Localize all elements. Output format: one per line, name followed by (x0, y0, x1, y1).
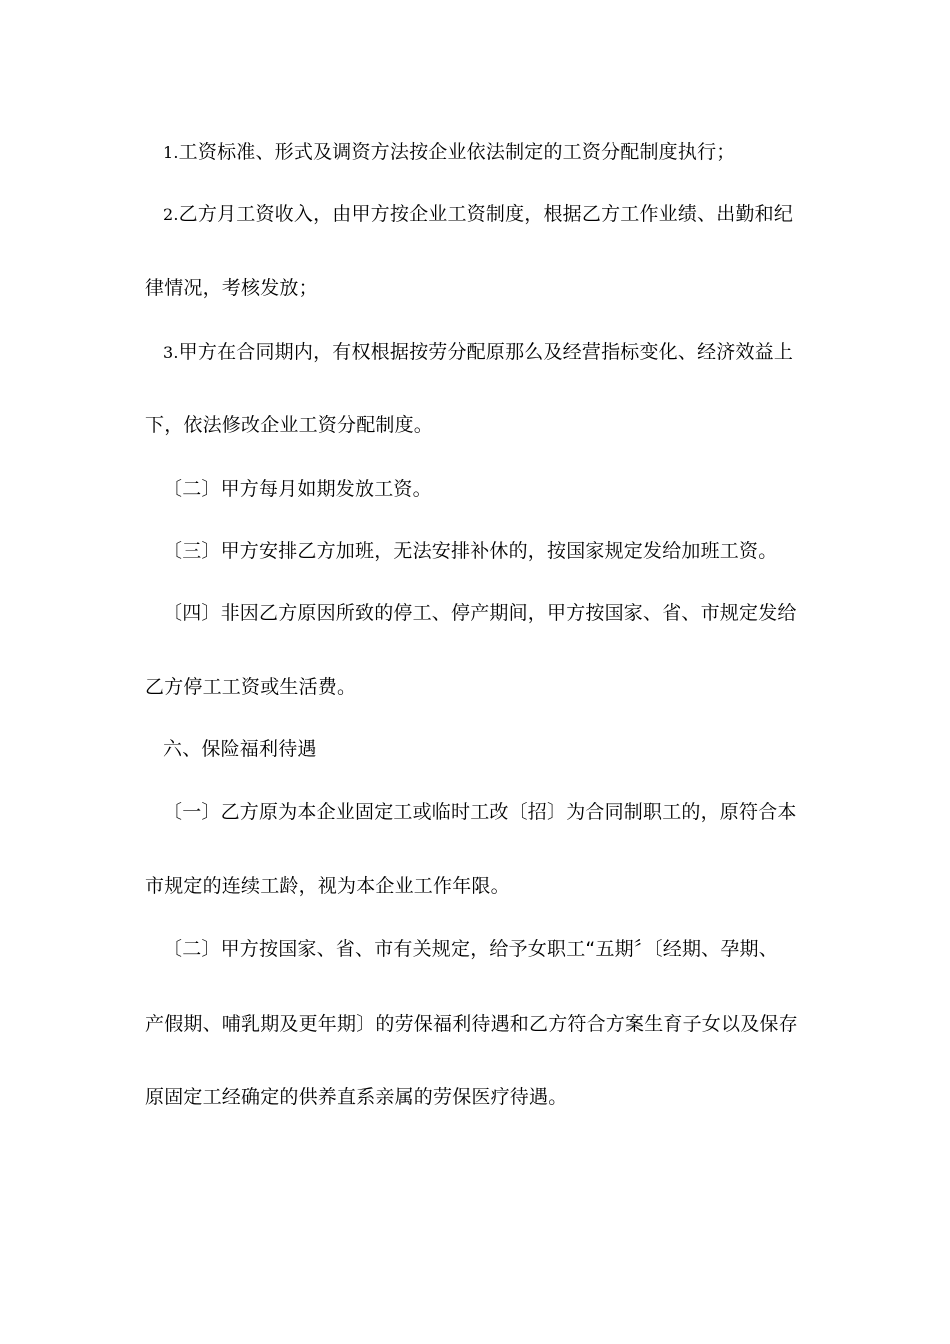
paragraph-line: 〔二〕甲方按国家、省、市有关规定，给予女职工“五期〞〔经期、孕期、 (163, 938, 778, 960)
paragraph-line: 〔三〕甲方安排乙方加班，无法安排补休的，按国家规定发给加班工资。 (163, 540, 778, 562)
paragraph-line: 律情况，考核发放； (145, 277, 318, 299)
section-heading: 六、保险福利待遇 (163, 738, 317, 760)
list-number: 3. (163, 343, 179, 362)
paragraph-line: 原固定工经确定的供养直系亲属的劳保医疗待遇。 (145, 1086, 568, 1108)
paragraph-line (163, 201, 823, 228)
paragraph-line: 〔二〕甲方每月如期发放工资。 (163, 478, 432, 500)
paragraph-line: 〔一〕乙方原为本企业固定工或临时工改〔招〕为合同制职工的，原符合本 (163, 801, 797, 823)
paragraph-line: 下，依法修改企业工资分配制度。 (145, 414, 434, 436)
line-text: 工资标准、形式及调资方法按企业依法制定的工资分配制度执行； (178, 141, 736, 163)
line-text: 乙方月工资收入，由甲方按企业工资制度，根据乙方工作业绩、出勤和纪 (178, 203, 794, 225)
paragraph-line: 乙方停工工资或生活费。 (145, 676, 357, 698)
paragraph-line (163, 139, 823, 166)
line-text: 甲方在合同期内，有权根据按劳分配原那么及经营指标变化、经济效益上 (178, 341, 794, 363)
paragraph-line: 市规定的连续工龄，视为本企业工作年限。 (145, 875, 510, 897)
paragraph-line: 〔四〕非因乙方原因所致的停工、停产期间，甲方按国家、省、市规定发给 (163, 602, 797, 624)
list-number: 2. (163, 205, 179, 224)
paragraph-line: 产假期、哺乳期及更年期〕的劳保福利待遇和乙方符合方案生育子女以及保存 (145, 1013, 798, 1035)
paragraph-line (163, 339, 823, 366)
list-number: 1. (163, 143, 179, 162)
